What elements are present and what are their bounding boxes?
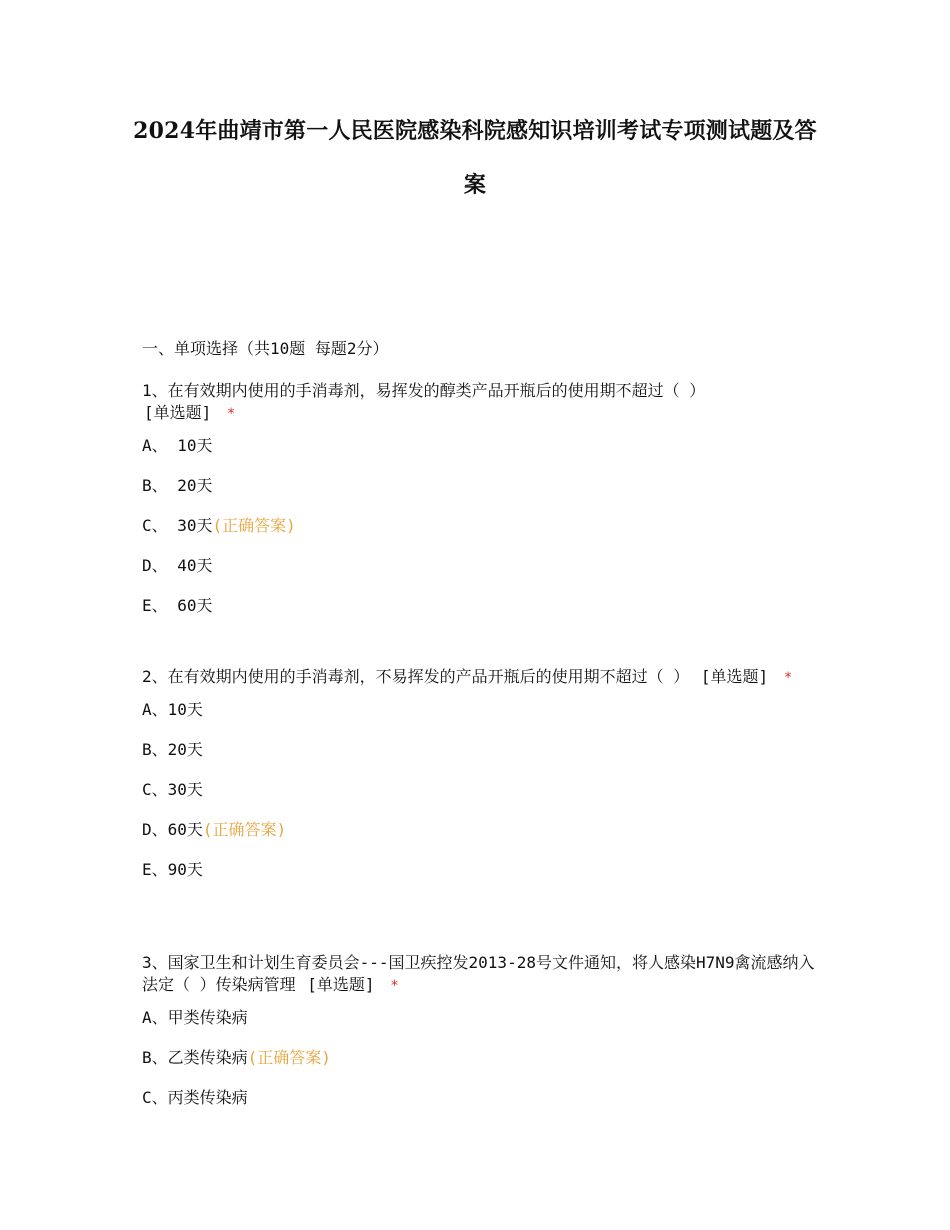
question-type-tag: [单选题] (144, 403, 212, 422)
question-type-tag: [单选题] (700, 667, 769, 686)
document-title: 2024年曲靖市第一人民医院感染科院感知识培训考试专项测试题及答案 (133, 118, 817, 198)
question-3-stem: 3、国家卫生和计划生育委员会---国卫疾控发2013-28号文件通知，将人感染H7N9禽流感纳入法定（ ）传染病管理 (142, 953, 815, 994)
correct-answer-mark: (正确答案) (202, 820, 287, 839)
question-1 (142, 380, 818, 617)
option-c[interactable]: C、丙类传染病 (142, 1088, 248, 1107)
option-b[interactable]: B、 20天 (142, 476, 213, 495)
option-b[interactable]: B、20天 (142, 740, 203, 759)
required-asterisk: * (390, 978, 399, 994)
option-d[interactable]: D、60天(正确答案) (142, 820, 287, 839)
option-e[interactable]: E、 60天 (142, 596, 213, 615)
question-text (142, 952, 818, 997)
option-a[interactable]: A、10天 (142, 700, 203, 719)
correct-answer-mark: (正确答案) (212, 516, 296, 535)
option-e[interactable]: E、90天 (142, 860, 203, 879)
question-text (142, 666, 818, 689)
correct-answer-mark: (正确答案) (247, 1048, 331, 1067)
option-c[interactable]: C、30天 (142, 780, 203, 799)
required-asterisk: * (783, 670, 793, 686)
required-asterisk: * (226, 406, 236, 422)
question-3 (142, 952, 818, 1109)
option-a[interactable]: A、甲类传染病 (142, 1008, 248, 1027)
option-c[interactable]: C、 30天(正确答案) (142, 516, 296, 535)
question-1-stem: 1、在有效期内使用的手消毒剂，易挥发的醇类产品开瓶后的使用期不超过（ ） (142, 381, 706, 400)
option-a[interactable]: A、 10天 (142, 436, 213, 455)
question-text (142, 380, 818, 425)
question-2 (142, 666, 818, 881)
option-b[interactable]: B、乙类传染病(正确答案) (142, 1048, 331, 1067)
section-heading: 一、单项选择（共10题 每题2分） (142, 339, 389, 358)
option-d[interactable]: D、 40天 (142, 556, 213, 575)
question-2-stem: 2、在有效期内使用的手消毒剂，不易挥发的产品开瓶后的使用期不超过（ ） (142, 667, 690, 686)
question-type-tag: [单选题] (307, 975, 375, 994)
